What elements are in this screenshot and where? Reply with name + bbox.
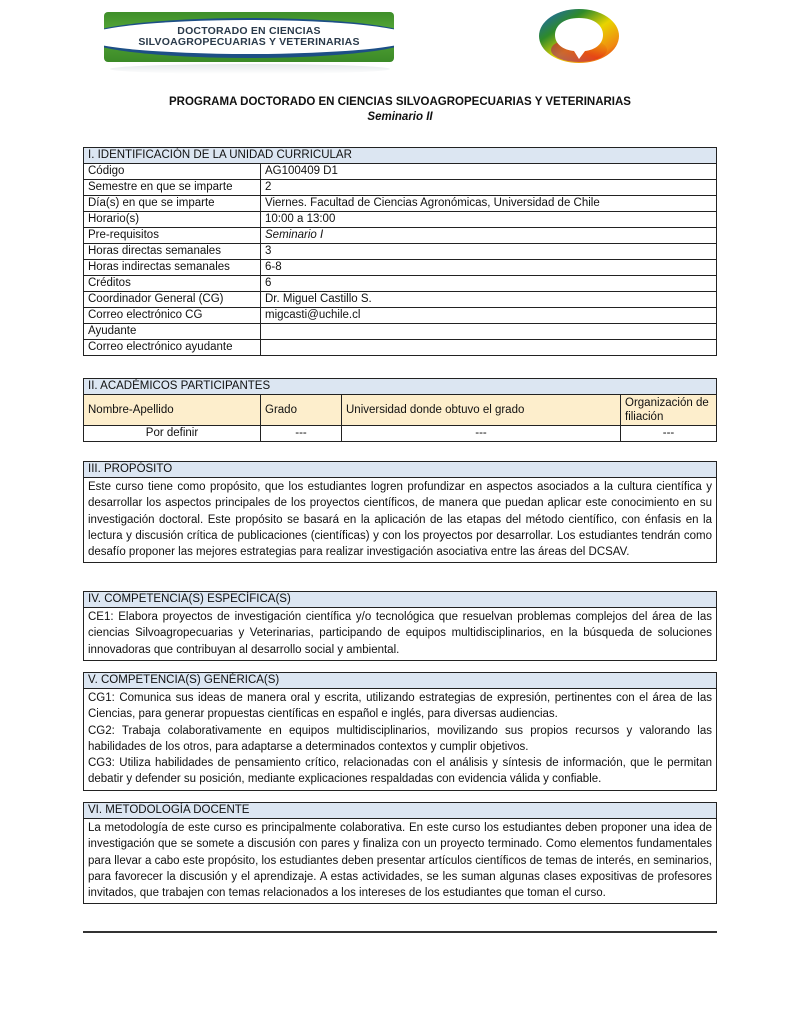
row-label: Horas directas semanales: [84, 244, 261, 260]
row-label: Créditos: [84, 276, 261, 292]
competencia-especifica-text: CE1: Elabora proyectos de investigación científica y/o tecnológica que resuelvan problemas complejos del área de las ciencias Silvoagropecuarias y Veterinarias, participando de equipos multidisciplinarios, en la búsqueda de soluciones innovadoras que contribuyan al desarrollo social y ambiental.: [84, 608, 717, 661]
table-row: [84, 180, 717, 196]
table-row: [84, 196, 717, 212]
row-label: Horario(s): [84, 212, 261, 228]
color-ring-speech-bubble-icon: [537, 6, 621, 68]
column-header: Nombre-Apellido: [84, 395, 261, 426]
row-label: Día(s) en que se imparte: [84, 196, 261, 212]
row-label: Semestre en que se imparte: [84, 180, 261, 196]
proposito-text: Este curso tiene como propósito, que los estudiantes logren profundizar en aspectos asociados a la cultura científica y desarrollar los aspectos principales de los proyectos científicos, de manera que puedan aplicar este conocimiento en su investigación doctoral. Este propósito se basará en la aplicación de las etapas del método científico, con énfasis en la lectura y discusión crítica de publicaciones (científicas) y con los proyectos por desarrollar. Los estudiantes tendrán como desafío proponer las mejores estrategias para realizar investigación asociativa entre las áreas del DCSAV.: [84, 478, 717, 563]
row-label: Horas indirectas semanales: [84, 260, 261, 276]
table-row: [84, 340, 717, 356]
competencia-generica-item: CG1: Comunica sus ideas de manera oral y escrita, utilizando estrategias de expresión, pertinentes con el área de las Ciencias, para generar propuestas científicas en español e inglés, para diversas audiencias.: [88, 692, 712, 721]
document-subtitle: Seminario II: [367, 111, 433, 123]
footer-divider: [83, 931, 717, 933]
table-row: [84, 212, 717, 228]
cell: ---: [621, 426, 717, 442]
section-heading-metodologia: VI. METODOLOGÍA DOCENTE: [84, 803, 717, 819]
competencias-genericas-table: [83, 672, 717, 791]
cell: Por definir: [84, 426, 261, 442]
column-header: Grado: [261, 395, 342, 426]
table-row: [84, 276, 717, 292]
cell: ---: [261, 426, 342, 442]
cell: ---: [342, 426, 621, 442]
section-heading-identificacion: I. IDENTIFICACIÓN DE LA UNIDAD CURRICULAR: [84, 148, 717, 164]
table-row: [84, 308, 717, 324]
program-banner-logo: [104, 12, 394, 62]
row-value: [261, 324, 717, 340]
row-value: Dr. Miguel Castillo S.: [261, 292, 717, 308]
banner-line-2: SILVOAGROPECUARIAS Y VETERINARIAS: [138, 36, 360, 48]
competencias-especificas-table: [83, 591, 717, 661]
proposito-table: [83, 461, 717, 563]
document-title: PROGRAMA DOCTORADO EN CIENCIAS SILVOAGROPECUARIAS Y VETERINARIAS: [169, 96, 631, 108]
row-label: Pre-requisitos: [84, 228, 261, 244]
banner-logo-text: [104, 26, 394, 48]
row-label: Correo electrónico CG: [84, 308, 261, 324]
row-value: 10:00 a 13:00: [261, 212, 717, 228]
row-label: Correo electrónico ayudante: [84, 340, 261, 356]
section-heading-proposito: III. PROPÓSITO: [84, 462, 717, 478]
row-value: 6-8: [261, 260, 717, 276]
column-header: Universidad donde obtuvo el grado: [342, 395, 621, 426]
email-value: migcasti@uchile.cl: [261, 308, 717, 324]
competencia-generica-item: CG3: Utiliza habilidades de pensamiento crítico, relacionadas con el análisis y síntesis de información, que le permitan debatir y defender su posición, mediante explicaciones respaldadas con evidencia válida y confiable.: [88, 757, 712, 786]
table-row: [84, 164, 717, 180]
table-row: [84, 426, 717, 442]
section-heading-competencias-especificas: IV. COMPETENCIA(S) ESPECÍFICA(S): [84, 592, 717, 608]
row-value: 3: [261, 244, 717, 260]
row-value: Viernes. Facultad de Ciencias Agronómicas, Universidad de Chile: [261, 196, 717, 212]
row-value: Seminario I: [261, 228, 717, 244]
academicos-table: [83, 378, 717, 442]
table-row: [84, 324, 717, 340]
row-label: Coordinador General (CG): [84, 292, 261, 308]
section-heading-academicos: II. ACADÉMICOS PARTICIPANTES: [84, 379, 717, 395]
row-value: AG100409 D1: [261, 164, 717, 180]
banner-line-1: DOCTORADO EN CIENCIAS: [177, 25, 321, 37]
row-value: 2: [261, 180, 717, 196]
competencias-genericas-body: [84, 689, 717, 791]
table-row: [84, 244, 717, 260]
row-value: [261, 340, 717, 356]
table-row: [84, 228, 717, 244]
table-header-row: [84, 395, 717, 426]
section-heading-competencias-genericas: V. COMPETENCIA(S) GENÉRICA(S): [84, 673, 717, 689]
metodologia-text: La metodología de este curso es principalmente colaborativa. En este curso los estudiantes deben proponer una idea de investigación que se somete a discusión con pares y finaliza con un proyecto terminado. Como elementos fundamentales para llevar a cabo este propósito, los estudiantes deben presentar artículos científicos de temas de interés, en seminarios, para favorecer la discusión y el aprendizaje. A estas actividades, se les suman algunas clases expositivas de profesores invitados, que trabajen con temas relacionados a los intereses de los estudiantes que toman el curso.: [84, 819, 717, 904]
column-header: Organización de filiación: [621, 395, 717, 426]
competencia-generica-item: CG2: Trabaja colaborativamente en equipos multidisciplinarios, movilizando sus propios recursos y valorando las habilidades de los otros, para adaptarse a determinados contextos y cumplir objetivos.: [88, 724, 712, 753]
identificacion-table: [83, 147, 717, 356]
row-value: 6: [261, 276, 717, 292]
row-label: Código: [84, 164, 261, 180]
table-row: [84, 292, 717, 308]
row-label: Ayudante: [84, 324, 261, 340]
metodologia-table: [83, 802, 717, 904]
banner-reflection: [110, 64, 390, 74]
table-row: [84, 260, 717, 276]
